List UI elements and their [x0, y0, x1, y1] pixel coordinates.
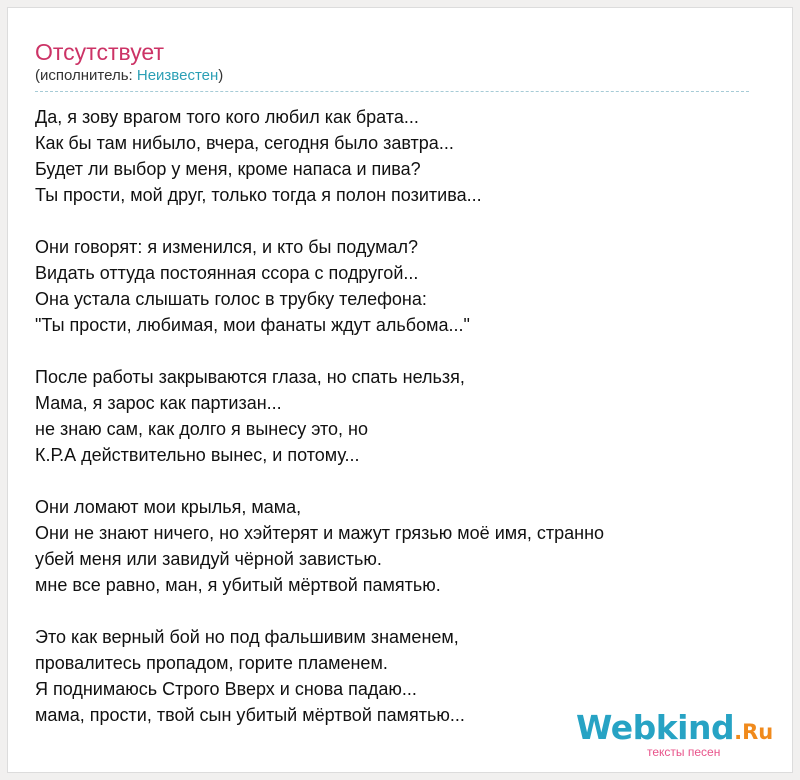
lyric-line: Видать оттуда постоянная ссора с подругой...: [35, 263, 419, 283]
webkind-logo[interactable]: [576, 708, 776, 768]
lyric-line: Она устала слышать голос в трубку телефона:: [35, 289, 427, 309]
lyric-line: После работы закрываются глаза, но спать нельзя,: [35, 367, 465, 387]
verse: [35, 364, 735, 468]
lyric-line: убей меня или завидуй чёрной завистью.: [35, 549, 382, 569]
performer-suffix: ): [218, 67, 224, 84]
logo-brand-name: Webkind: [576, 708, 735, 747]
song-title: Отсутствует: [35, 39, 164, 65]
lyric-line: Мама, я зарос как партизан...: [35, 393, 282, 413]
lyric-line: Я поднимаюсь Строго Вверх и снова падаю...: [35, 679, 417, 699]
lyric-line: К.Р.А действительно вынес, и потому...: [35, 445, 360, 465]
lyric-line: Они ломают мои крылья, мама,: [35, 497, 302, 517]
verse: [35, 234, 735, 338]
performer-link[interactable]: Неизвестен: [136, 67, 219, 84]
verse: [35, 104, 735, 208]
lyric-line: мама, прости, твой сын убитый мёртвой памятью...: [35, 705, 465, 725]
logo-tagline: тексты песен: [647, 745, 721, 759]
verse: [35, 494, 735, 598]
logo-brand-tld: .Ru: [734, 720, 774, 744]
lyric-line: Да, я зову врагом того кого любил как брата...: [35, 107, 419, 127]
lyric-line: Будет ли выбор у меня, кроме напаса и пива?: [35, 159, 421, 179]
performer-prefix: (исполнитель:: [35, 67, 137, 84]
lyric-line: Это как верный бой но под фальшивим знаменем,: [35, 627, 459, 647]
lyric-line: провалитесь пропадом, горите пламенем.: [35, 653, 388, 673]
lyric-line: не знаю сам, как долго я вынесу это, но: [35, 419, 368, 439]
lyric-line: "Ты прости, любимая, мои фанаты ждут альбома...": [35, 315, 470, 335]
header-divider: [35, 91, 749, 92]
lyric-line: Они не знают ничего, но хэйтерят и мажут грязью моё имя, странно: [35, 523, 605, 543]
lyric-line: Ты прости, мой друг, только тогда я полон позитива...: [35, 185, 482, 205]
lyric-line: Как бы там нибыло, вчера, сегодня было завтра...: [35, 133, 454, 153]
lyric-line: мне все равно, ман, я убитый мёртвой памятью.: [35, 575, 441, 595]
lyric-line: Они говорят: я изменился, и кто бы подумал?: [35, 237, 419, 257]
performer-line: [35, 66, 223, 86]
lyrics-body: [35, 104, 735, 754]
